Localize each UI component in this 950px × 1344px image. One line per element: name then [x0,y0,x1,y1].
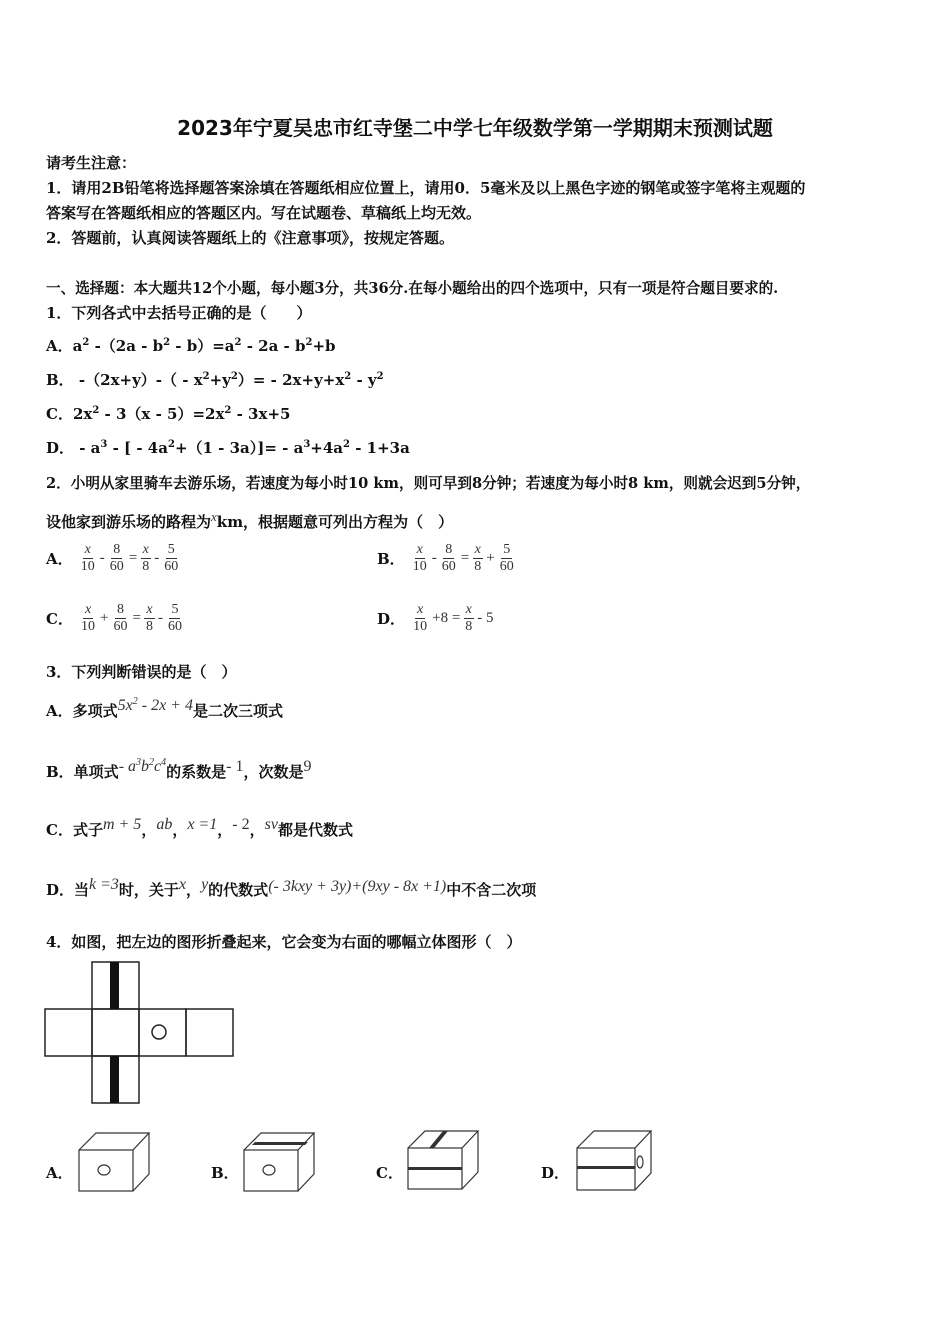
q2-option-c: C． $\frac{x}{10}$ + $\frac{8}{60}$ = $\frac{x}{8}$ - $\frac{5}{60}$ [46,602,182,634]
q2-c-label: C． [46,610,73,628]
notice-line-3: 2．答题前，认真阅读答题纸上的《注意事项》，按规定答题。 [46,229,454,247]
q3-c-suffix: 都是代数式 [277,821,353,839]
q2-d-label: D． [377,610,406,628]
q2-line2-text-b: km，根据题意可列出方程为（ ） [216,513,454,531]
notice-heading: 请考生注意： [46,154,137,172]
q4-c-label: C． [376,1164,403,1182]
notice-line-1: 1．请用2B铅笔将选择题答案涂填在答题纸相应位置上，请用0．5毫米及以上黑色字迹的钢笔或签字笔将主观题的 [46,179,806,197]
q1-option-d: D． - $a^3$ - [ - $4a^2+(1 - 3a)]= - a^3+4a^2 - 1+3a$ [46,439,410,457]
q2-option-b: B． $\frac{x}{10}$ - $\frac{8}{60}$ = $\frac{x}{8}$ + $\frac{5}{60}$ [377,542,514,574]
q4-cube-b [241,1130,317,1194]
q3-d-prefix: D．当 [46,881,90,899]
q3-b-coefficient: - 1 [226,758,244,775]
q4-a-label: A． [46,1164,73,1182]
q1-c-label: C． [46,405,73,423]
q3-stem: 3．下列判断错误的是（ ） [46,663,237,681]
q2-option-d: D． $\frac{x}{10}$ +8 = $\frac{x}{8}$ - 5 [377,602,494,634]
q4-cube-d [574,1128,654,1194]
q3-d-mid1: 时，关于 [118,881,179,899]
q4-b-label: B． [211,1164,239,1182]
q4-cube-c [405,1128,481,1192]
q2-line-1: 2．小明从家里骑车去游乐场，若速度为每小时10 km，则可早到8分钟；若速度为每小时8 km，则就会迟到5分钟， [46,475,811,492]
q3-d-mid2: ， [186,881,202,899]
q1-option-b: B． $-(2x+y)-( - x^2+y^2)= - 2x+y+x^2 - y^2$ [46,371,384,389]
q2-line-2 [46,509,453,532]
q1-stem: 1．下列各式中去括号正确的是（ ） [46,304,312,322]
q4-stem: 4．如图，把左边的图形折叠起来，它会变为右面的哪幅立体图形（ ） [46,933,522,951]
q4-cube-a [76,1130,152,1194]
q3-a-suffix: 是二次三项式 [192,702,283,720]
page-title: 2023年宁夏吴忠市红寺堡二中学七年级数学第一学期期末预测试题 [177,116,773,140]
q3-c-prefix: C．式子 [46,821,103,839]
q1-option-c: C．$2x^2 - 3(x - 5)=2x^2 - 3x+5$ [46,405,291,423]
q4-d-label: D． [541,1164,570,1182]
q2-a-label: A． [46,550,73,568]
net-stripe-bottom [110,1056,119,1103]
q3-b-degree: 9 [303,758,312,775]
q1-a-label: A． [46,337,73,355]
net-face-right [186,1009,233,1056]
q2-b-label: B． [377,550,405,568]
net-face-circle [139,1009,186,1056]
q1-d-label: D． [46,439,75,457]
q3-option-d: D．当k =3时，关于x，y的代数式(- 3kxy + 3y)+(9xy - 8x +1)中不含二次项 [46,876,537,899]
net-face-center [92,1009,139,1056]
q1-option-a: A．$a^2$ $-(2a - b^2 - b)=a^2 - 2a - b^2+b$ [46,337,336,355]
q3-a-prefix: A．多项式 [46,702,118,720]
section-heading: 一、选择题：本大题共12个小题，每小题3分，共36分.在每小题给出的四个选项中，只有一项是符合题目要求的. [46,280,779,297]
q2-option-a: A． $\frac{x}{10}$ - $\frac{8}{60}$ = $\frac{x}{8}$ - $\frac{5}{60}$ [46,542,179,574]
q3-option-c: C．式子m + 5，ab，x =1，- 2，sv都是代数式 [46,816,353,839]
q3-d-suffix: 中不含二次项 [446,881,537,899]
q3-b-mid2: ，次数是 [243,763,304,781]
q1-b-label: B． [46,371,74,389]
q2-line2-text-a: 设他家到游乐场的路程为 [46,513,212,531]
q3-option-b: B．单项式- $a^3b^2c^4$的系数是- 1，次数是9 [46,757,312,781]
notice-line-2: 答案写在答题纸相应的答题区内。写在试题卷、草稿纸上均无效。 [46,204,482,222]
net-circle-mark [152,1025,166,1039]
q3-b-prefix: B．单项式 [46,763,119,781]
net-face-left [45,1009,92,1056]
q3-d-mid3: 的代数式 [208,881,269,899]
q3-b-mid: 的系数是 [166,763,227,781]
q2-variable: x [211,509,217,524]
net-stripe-top [110,962,119,1009]
q3-option-a: A．多项式$5x^2 - 2x + 4$是二次三项式 [46,696,283,720]
cube-net-figure [44,961,236,1105]
